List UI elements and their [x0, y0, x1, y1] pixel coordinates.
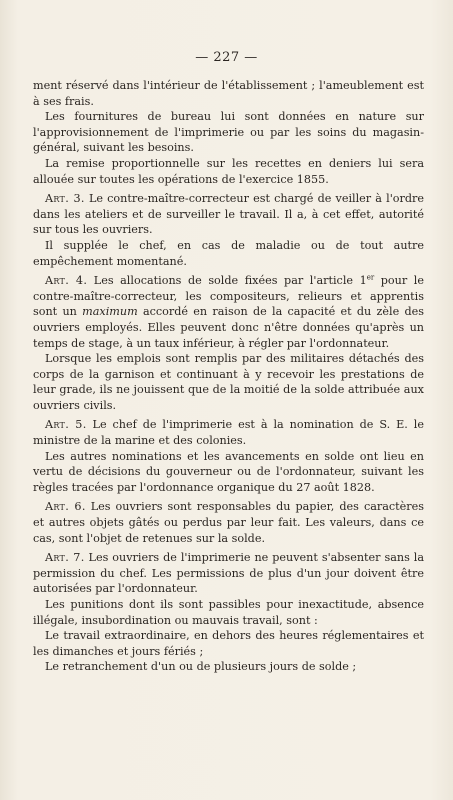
- article-3: [33, 191, 424, 238]
- article-4-emphasis: maximum: [82, 305, 138, 319]
- article-4-text-c: accordé en raison de la capacité et du zèle des ouvriers employés. Elles peuvent donc n'être données qu'après un temps de stage, à un taux inférieur, à régler par l'ordonnateur.: [33, 305, 424, 350]
- article-5: [33, 417, 424, 448]
- paragraph-4: Il supplée le chef, en cas de maladie ou de tout autre empêchement momentané.: [33, 238, 424, 268]
- paragraph-9: Le retranchement d'un ou de plusieurs jours de solde ;: [45, 660, 357, 674]
- article-7-text: Les ouvriers de l'imprimerie ne peuvent s'absenter sans la permission du chef. Les permissions de plus d'un jour doivent être autorisées par l'ordonnateur.: [33, 551, 424, 596]
- article-6-text: Les ouvriers sont responsables du papier, des caractères et autres objets gâtés ou perdus par leur fait. Les valeurs, dans ce cas, sont l'objet de retenues sur la solde.: [33, 500, 424, 545]
- paragraph-1: ment réservé dans l'intérieur de l'établissement ; l'ameublement est à ses frais.: [33, 79, 424, 108]
- paragraph-7: Les punitions dont ils sont passibles pour inexactitude, absence illégale, insubordination ou mauvais travail, sont :: [33, 598, 424, 627]
- article-5-label: Art. 5.: [45, 418, 87, 432]
- article-4-text-a: Les allocations de solde fixées par l'article 1: [87, 274, 367, 288]
- article-7: [33, 550, 424, 597]
- article-5-text: Le chef de l'imprimerie est à la nomination de S. E. le ministre de la marine et des colonies.: [33, 418, 424, 448]
- article-6: [33, 499, 424, 546]
- article-4: [33, 273, 424, 351]
- article-6-label: Art. 6.: [45, 500, 86, 514]
- article-7-label: Art. 7.: [45, 551, 85, 565]
- article-4-text-b: pour le contre-maître-correcteur, les compositeurs, relieurs et apprentis sont un: [33, 274, 424, 319]
- paragraph-6: Les autres nominations et les avancements en solde ont lieu en vertu de décisions du gouverneur ou de l'ordonnateur, suivant les règles tracées par l'ordonnance organique du 27 août 1828.: [33, 449, 424, 494]
- body-text: [33, 78, 424, 675]
- article-4-label: Art. 4.: [45, 274, 88, 288]
- page-number: — 227 —: [195, 50, 258, 65]
- article-4-superscript: er: [366, 273, 375, 282]
- article-3-label: Art. 3.: [45, 192, 85, 206]
- paragraph-2: Les fournitures de bureau lui sont données en nature sur l'approvisionnement de l'imprimerie ou par les soins du magasin-général, suivant les besoins.: [33, 110, 424, 155]
- paragraph-5: Lorsque les emplois sont remplis par des militaires détachés des corps de la garnison et continuant à y recevoir les prestations de leur grade, ils ne jouissent que de la moitié de la solde attribuée aux ouvriers civils.: [33, 352, 424, 412]
- paragraph-8: Le travail extraordinaire, en dehors des heures réglementaires et les dimanches et jours fériés ;: [33, 629, 424, 658]
- paragraph-3: La remise proportionnelle sur les recettes en deniers lui sera allouée sur toutes les opérations de l'exercice 1855.: [33, 156, 424, 186]
- article-3-text: Le contre-maître-correcteur est chargé de veiller à l'ordre dans les ateliers et de surveiller le travail. Il a, à cet effet, autorité sur tous les ouvriers.: [33, 192, 424, 237]
